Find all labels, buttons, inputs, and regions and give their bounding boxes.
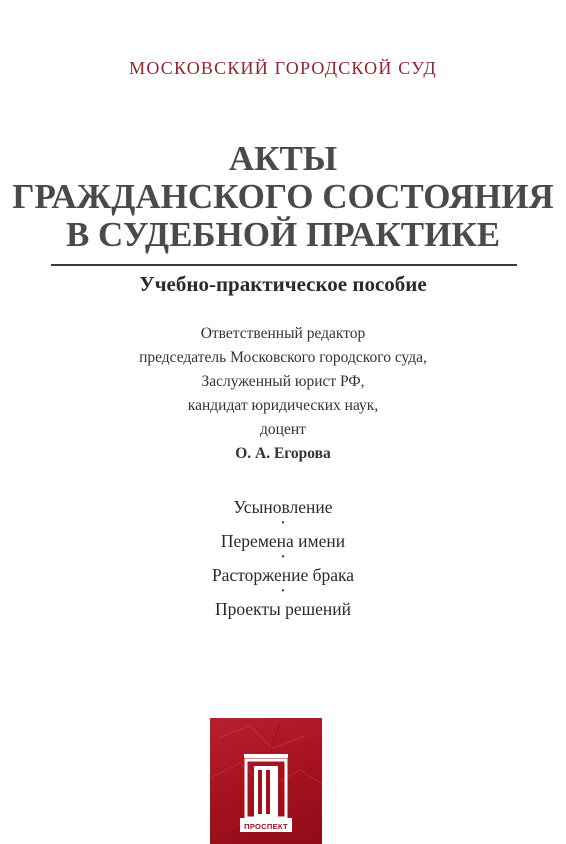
publisher-logo-label: ПРОСПЕКТ <box>240 821 292 832</box>
book-title <box>0 140 566 254</box>
editor-line: председатель Московского городского суда, <box>139 349 427 366</box>
publisher-name: МОСКОВСКИЙ ГОРОДСКОЙ СУД <box>129 58 437 78</box>
bullet-separator: • <box>281 586 285 597</box>
editor-line: доцент <box>260 421 306 438</box>
bullet-separator: • <box>281 518 285 529</box>
topic-item: Расторжение брака <box>211 565 355 585</box>
topic-item: Перемена имени <box>220 531 346 551</box>
title-line-1: АКТЫ <box>228 139 338 178</box>
topic-item: Усыновление <box>233 497 333 517</box>
book-subtitle: Учебно-практическое пособие <box>139 272 427 296</box>
bullet-separator: • <box>281 552 285 563</box>
topics-list <box>0 496 566 620</box>
editor-line: Заслуженный юрист РФ, <box>201 373 365 390</box>
title-line-3: В СУДЕБНОЙ ПРАКТИКЕ <box>65 215 501 254</box>
title-line-2: ГРАЖДАНСКОГО СОСТОЯНИЯ <box>12 177 554 216</box>
topic-item: Проекты решений <box>214 599 352 619</box>
title-divider <box>51 264 517 266</box>
publisher-logo <box>210 718 322 844</box>
editor-line: кандидат юридических наук, <box>187 397 379 414</box>
editor-line: Ответственный редактор <box>200 325 366 342</box>
editor-block <box>0 322 566 466</box>
editor-name: О. А. Егорова <box>235 445 331 462</box>
